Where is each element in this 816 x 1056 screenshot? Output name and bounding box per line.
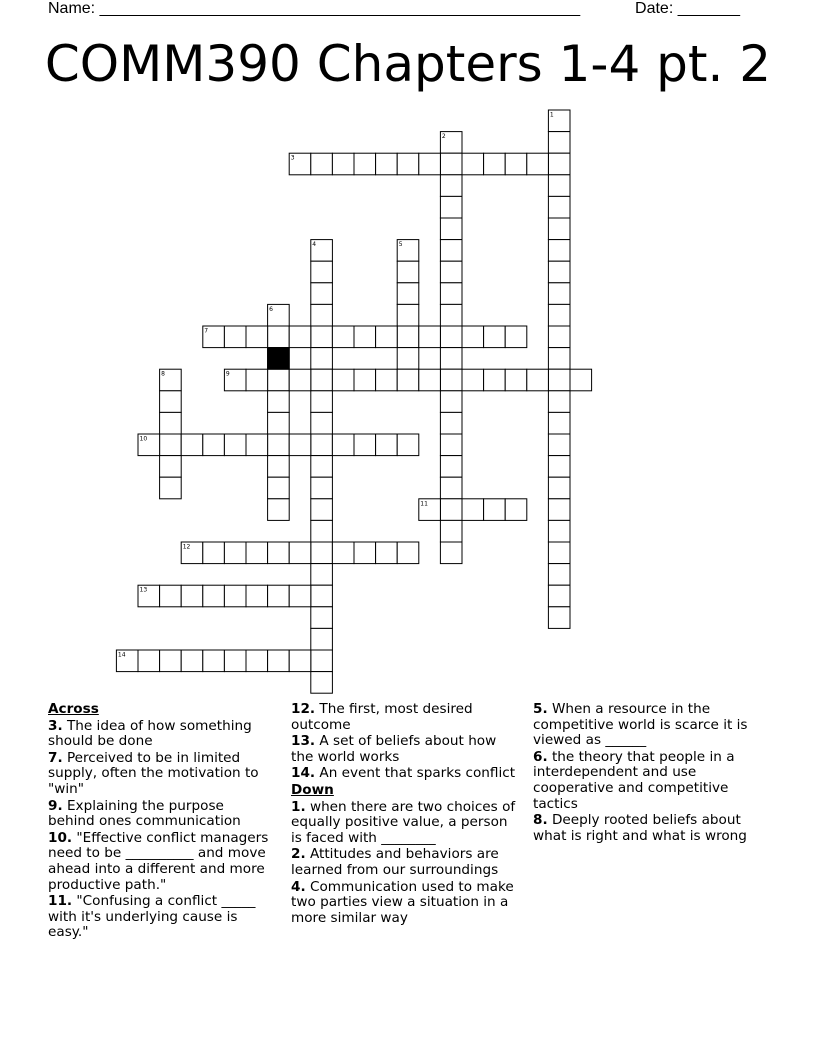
grid-cell[interactable] (397, 326, 419, 348)
grid-cell[interactable] (527, 369, 549, 391)
grid-cell[interactable] (484, 153, 506, 175)
grid-cell[interactable] (203, 650, 225, 672)
name-field[interactable]: Name: ______________________________________________________ (48, 0, 581, 17)
grid-cell[interactable] (462, 326, 484, 348)
grid-cell[interactable] (376, 434, 398, 456)
grid-cell[interactable] (548, 585, 570, 607)
clue-number-label: 13. (291, 733, 316, 750)
clue-text: "Confusing a conflict _____ with it's underlying cause is easy." (48, 893, 256, 941)
clue-text: An event that sparks conflict (315, 765, 516, 782)
grid-cell[interactable] (462, 369, 484, 391)
grid-cell[interactable] (440, 434, 462, 456)
grid-cell[interactable] (224, 650, 246, 672)
grid-cell[interactable] (548, 283, 570, 305)
clue-number-label: 7. (48, 749, 63, 766)
grid-cell[interactable] (548, 261, 570, 283)
grid-cell[interactable] (311, 304, 333, 326)
clue-number-label: 3. (48, 717, 63, 734)
down-clue (291, 800, 517, 847)
grid-cell[interactable] (268, 542, 290, 564)
grid-cell[interactable] (354, 153, 376, 175)
clue-text: When a resource in the competitive world is scarce it is viewed as ______ (533, 701, 748, 749)
grid-cell[interactable] (484, 326, 506, 348)
grid-cell[interactable] (548, 564, 570, 586)
grid-cell[interactable] (311, 369, 333, 391)
grid-cell[interactable] (397, 348, 419, 370)
down-clue (291, 847, 517, 878)
across-clue (291, 702, 517, 733)
clue-number: 3 (290, 154, 295, 162)
grid-cell[interactable] (203, 585, 225, 607)
grid-cell[interactable] (203, 542, 225, 564)
clue-text: Attitudes and behaviors are learned from our surroundings (291, 846, 499, 878)
grid-cell[interactable] (160, 412, 182, 434)
grid-cell[interactable] (289, 585, 311, 607)
grid-cell[interactable] (138, 650, 160, 672)
clue-text: A set of beliefs about how the world works (291, 733, 497, 765)
grid-cell[interactable] (268, 499, 290, 521)
grid-cell[interactable] (548, 304, 570, 326)
down-clue (533, 813, 765, 844)
grid-cell[interactable] (570, 369, 592, 391)
grid-cell[interactable] (505, 499, 527, 521)
across-clue (48, 719, 274, 750)
grid-cell[interactable] (548, 499, 570, 521)
grid-cell[interactable] (440, 218, 462, 240)
grid-cell[interactable] (311, 650, 333, 672)
grid-cell[interactable] (160, 585, 182, 607)
grid-cell[interactable] (440, 499, 462, 521)
grid-cell[interactable] (548, 348, 570, 370)
clue-text: The idea of how something should be done (48, 717, 252, 750)
clue-number-label: 4. (291, 878, 306, 895)
grid-cell[interactable] (268, 477, 290, 499)
clue-number-label: 5. (533, 701, 548, 717)
clue-text: when there are two choices of equally positive value, a person is faced with ________ (291, 798, 516, 846)
clue-number: 12 (182, 543, 191, 551)
grid-cell[interactable] (354, 542, 376, 564)
grid-cell[interactable] (246, 434, 268, 456)
grid-cell[interactable] (332, 542, 354, 564)
grid-cell[interactable] (548, 153, 570, 175)
grid-cell[interactable] (332, 326, 354, 348)
grid-cell[interactable] (268, 434, 290, 456)
clue-number: 5 (398, 241, 403, 249)
puzzle-title: COMM390 Chapters 1-4 pt. 2 (44, 35, 772, 93)
black-cell (268, 348, 290, 370)
grid-cell[interactable] (548, 520, 570, 542)
grid-cell[interactable] (548, 369, 570, 391)
grid-cell[interactable] (548, 196, 570, 218)
grid-cell[interactable] (246, 326, 268, 348)
grid-cell[interactable] (419, 326, 441, 348)
grid-cell[interactable] (397, 542, 419, 564)
grid-cell[interactable] (440, 391, 462, 413)
grid-cell[interactable] (160, 391, 182, 413)
grid-cell[interactable] (311, 412, 333, 434)
clue-text: Communication used to make two parties view a situation in a more similar way (291, 878, 514, 926)
grid-cell[interactable] (548, 391, 570, 413)
grid-cell[interactable] (548, 434, 570, 456)
grid-cell[interactable] (311, 477, 333, 499)
clue-number: 9 (225, 370, 230, 378)
grid-cell[interactable] (268, 456, 290, 478)
clue-number-label: 10. (48, 829, 73, 846)
grid-cell[interactable] (440, 283, 462, 305)
grid-cell[interactable] (268, 412, 290, 434)
grid-cell[interactable] (311, 391, 333, 413)
grid-cell[interactable] (311, 520, 333, 542)
clue-text: Explaining the purpose behind ones communication (48, 797, 241, 830)
grid-cell[interactable] (181, 650, 203, 672)
grid-cell[interactable] (203, 434, 225, 456)
grid-cell[interactable] (160, 477, 182, 499)
grid-cell[interactable] (311, 542, 333, 564)
clue-number-label: 8. (533, 812, 548, 829)
grid-cell[interactable] (268, 650, 290, 672)
grid-cell[interactable] (246, 585, 268, 607)
grid-cell[interactable] (397, 304, 419, 326)
grid-cell[interactable] (548, 607, 570, 629)
clue-number-label: 6. (533, 748, 548, 765)
grid-cell[interactable] (268, 391, 290, 413)
date-field[interactable]: Date: _______ (635, 0, 740, 17)
clue-text: "Effective conflict managers need to be __________ and move ahead into a different and more productive path." (48, 829, 269, 893)
grid-cell[interactable] (354, 434, 376, 456)
across-clue (291, 734, 517, 765)
grid-cell[interactable] (376, 542, 398, 564)
across-clue (48, 751, 274, 798)
grid-cell[interactable] (376, 369, 398, 391)
grid-cell[interactable] (246, 369, 268, 391)
grid-cell[interactable] (354, 369, 376, 391)
clue-text: Deeply rooted beliefs about what is right and what is wrong (533, 812, 747, 844)
grid-cell[interactable] (440, 369, 462, 391)
grid-cell[interactable] (268, 326, 290, 348)
grid-cell[interactable] (440, 456, 462, 478)
grid-cell[interactable] (440, 326, 462, 348)
grid-cell[interactable] (160, 456, 182, 478)
grid-cell[interactable] (311, 456, 333, 478)
grid-cell[interactable] (311, 585, 333, 607)
clue-column-1 (48, 702, 274, 942)
grid-cell[interactable] (440, 153, 462, 175)
grid-cell[interactable] (440, 542, 462, 564)
grid-cell[interactable] (311, 607, 333, 629)
grid-cell[interactable] (224, 434, 246, 456)
grid-cell[interactable] (311, 564, 333, 586)
grid-cell[interactable] (397, 434, 419, 456)
clue-number: 8 (161, 370, 165, 378)
across-heading: Across (48, 701, 99, 717)
grid-cell[interactable] (397, 369, 419, 391)
grid-cell[interactable] (440, 240, 462, 262)
grid-cell[interactable] (289, 434, 311, 456)
clue-number: 1 (549, 111, 554, 119)
across-clue (291, 766, 517, 782)
grid-cell[interactable] (419, 153, 441, 175)
grid-cell[interactable] (548, 132, 570, 154)
grid-cell[interactable] (505, 153, 527, 175)
clue-number: 13 (139, 586, 148, 594)
grid-cell[interactable] (376, 153, 398, 175)
down-clue (291, 880, 517, 927)
grid-cell[interactable] (462, 499, 484, 521)
grid-cell[interactable] (246, 650, 268, 672)
across-clue (48, 799, 274, 830)
grid-cell[interactable] (289, 542, 311, 564)
clue-number: 2 (441, 133, 446, 141)
grid-cell[interactable] (462, 153, 484, 175)
grid-cell[interactable] (332, 153, 354, 175)
grid-cell[interactable] (224, 326, 246, 348)
grid-cell[interactable] (440, 261, 462, 283)
grid-cell[interactable] (246, 542, 268, 564)
clue-number: 4 (312, 241, 317, 249)
grid-cell[interactable] (505, 326, 527, 348)
clue-number: 6 (269, 305, 273, 313)
grid-cell[interactable] (440, 304, 462, 326)
grid-cell[interactable] (332, 434, 354, 456)
grid-cell[interactable] (548, 175, 570, 197)
grid-cell[interactable] (548, 477, 570, 499)
grid-cell[interactable] (397, 261, 419, 283)
clue-number: 14 (117, 651, 126, 659)
grid-cell[interactable] (268, 369, 290, 391)
clue-number-label: 9. (48, 797, 63, 814)
grid-cell[interactable] (527, 153, 549, 175)
grid-cell[interactable] (440, 175, 462, 197)
grid-cell[interactable] (289, 326, 311, 348)
grid-cell[interactable] (181, 585, 203, 607)
grid-cell[interactable] (311, 499, 333, 521)
grid-cell[interactable] (397, 153, 419, 175)
grid-cell[interactable] (224, 542, 246, 564)
grid-cell[interactable] (289, 650, 311, 672)
clue-text: The first, most desired outcome (291, 701, 473, 733)
grid-cell[interactable] (311, 153, 333, 175)
clue-text: the theory that people in a interdependent and use cooperative and competitive tactics (533, 748, 735, 812)
across-clue (48, 831, 274, 893)
across-clue (48, 894, 274, 941)
grid-cell[interactable] (376, 326, 398, 348)
grid-cell[interactable] (354, 326, 376, 348)
clue-number-label: 14. (291, 765, 316, 782)
grid-cell[interactable] (268, 585, 290, 607)
clue-number-label: 2. (291, 846, 306, 863)
grid-cell[interactable] (548, 542, 570, 564)
clue-number-label: 12. (291, 701, 316, 717)
grid-cell[interactable] (289, 369, 311, 391)
grid-cell[interactable] (548, 412, 570, 434)
grid-cell[interactable] (224, 585, 246, 607)
grid-cell[interactable] (440, 196, 462, 218)
grid-cell[interactable] (311, 326, 333, 348)
grid-cell[interactable] (440, 477, 462, 499)
grid-cell[interactable] (160, 434, 182, 456)
grid-cell[interactable] (440, 348, 462, 370)
clue-number: 11 (420, 500, 428, 508)
down-clue (533, 750, 765, 812)
grid-cell[interactable] (181, 434, 203, 456)
down-clue (533, 702, 765, 749)
clue-text: Perceived to be in limited supply, often the motivation to "win" (48, 749, 259, 797)
grid-cell[interactable] (440, 520, 462, 542)
grid-cell[interactable] (311, 672, 333, 694)
grid-cell[interactable] (160, 650, 182, 672)
grid-cell[interactable] (484, 499, 506, 521)
grid-cell[interactable] (484, 369, 506, 391)
grid-cell[interactable] (440, 412, 462, 434)
grid-cell[interactable] (311, 283, 333, 305)
clue-column-2 (291, 702, 517, 927)
grid-cell[interactable] (311, 628, 333, 650)
grid-cell[interactable] (419, 369, 441, 391)
clue-number-label: 11. (48, 893, 73, 910)
clue-number: 7 (204, 327, 209, 335)
clue-column-3 (533, 702, 765, 845)
grid-cell[interactable] (548, 240, 570, 262)
grid-cell[interactable] (548, 218, 570, 240)
grid-cell[interactable] (311, 434, 333, 456)
grid-cell[interactable] (548, 326, 570, 348)
grid-cell[interactable] (397, 283, 419, 305)
grid-cell[interactable] (548, 456, 570, 478)
clue-number-label: 1. (291, 798, 306, 815)
down-heading: Down (291, 781, 334, 798)
grid-cell[interactable] (311, 348, 333, 370)
clue-number: 10 (139, 435, 148, 443)
grid-cell[interactable] (505, 369, 527, 391)
grid-cell[interactable] (332, 369, 354, 391)
grid-cell[interactable] (311, 261, 333, 283)
